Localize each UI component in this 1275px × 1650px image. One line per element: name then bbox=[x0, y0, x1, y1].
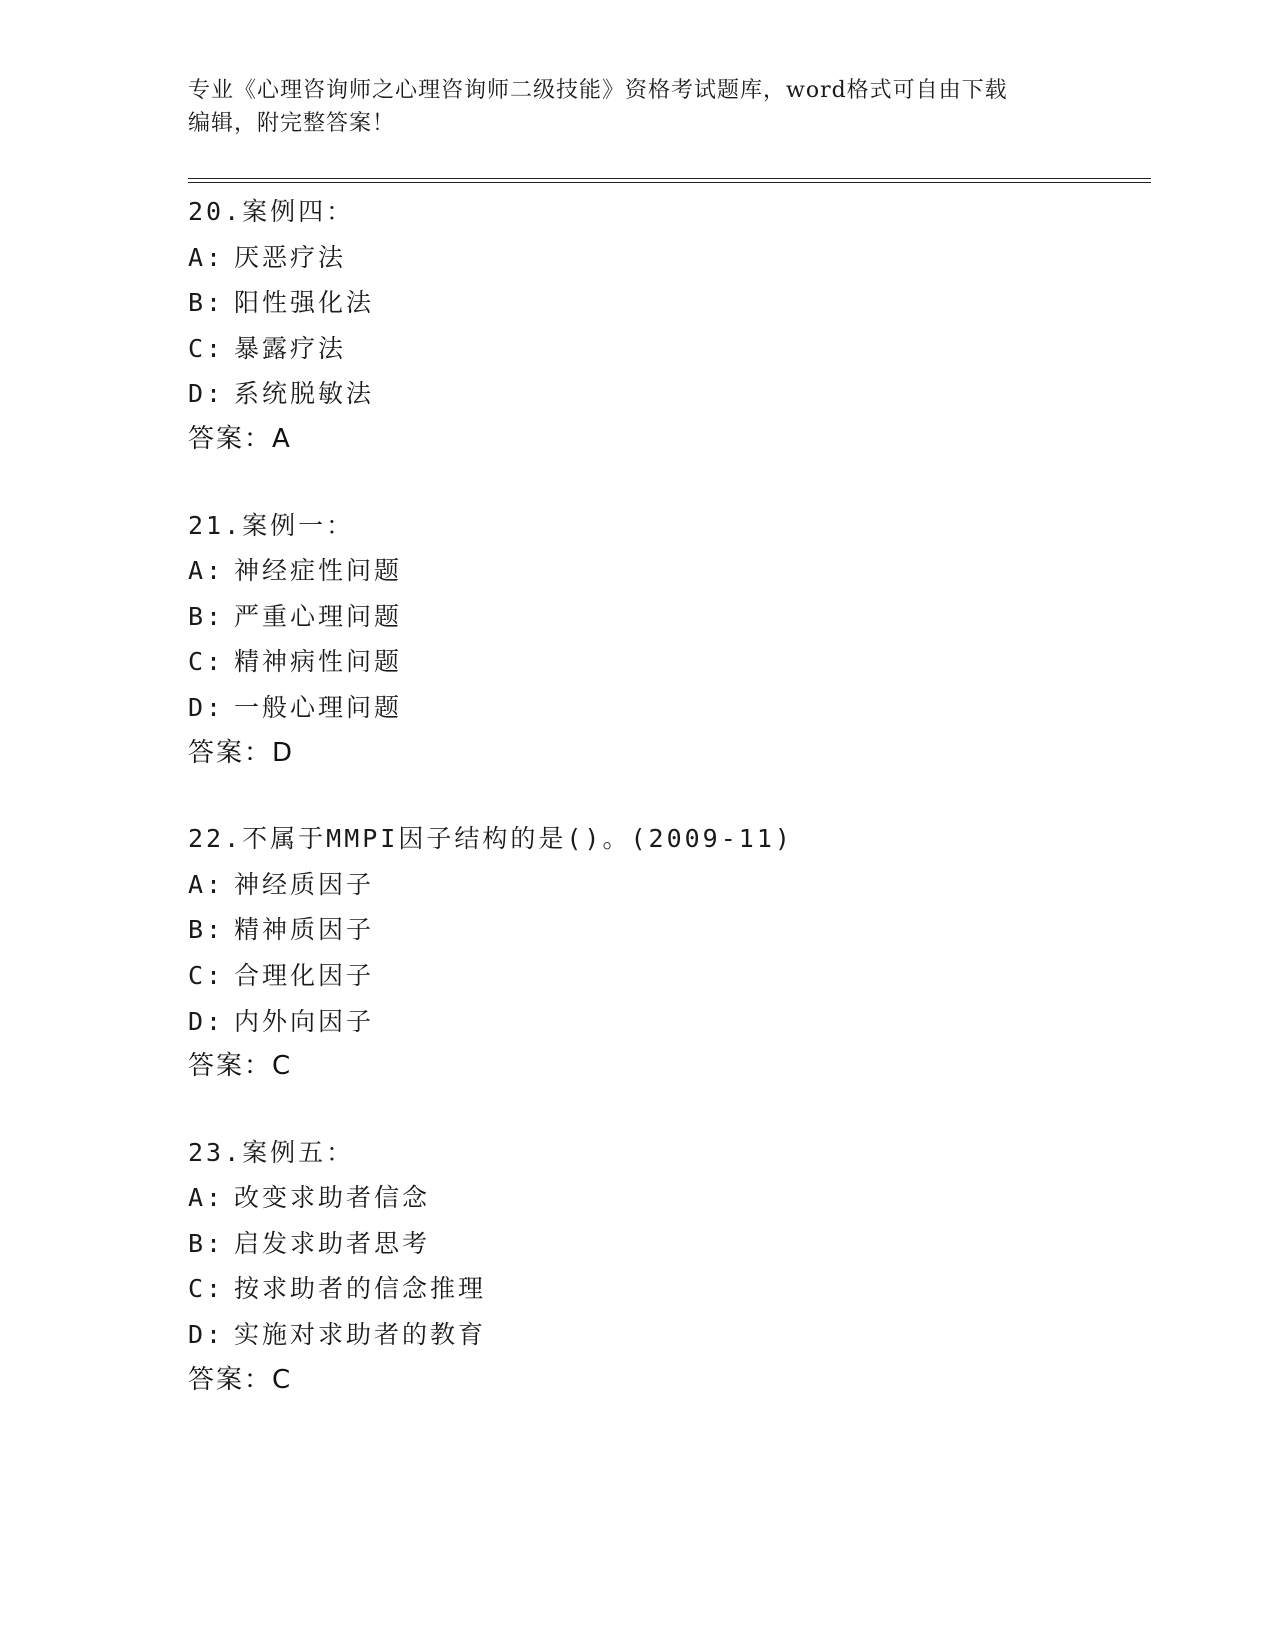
option-text: 内外向因子 bbox=[234, 1006, 375, 1036]
answer-line: 答案：C bbox=[188, 1051, 293, 1082]
option-b bbox=[188, 907, 1138, 953]
option-letter: C: bbox=[188, 1274, 225, 1304]
question-22 bbox=[188, 816, 1138, 1090]
option-a bbox=[188, 548, 1138, 594]
option-text: 神经质因子 bbox=[234, 869, 375, 899]
answer-line: 答案：D bbox=[188, 737, 295, 768]
option-a bbox=[188, 235, 1138, 281]
option-text: 神经症性问题 bbox=[234, 556, 403, 586]
option-d bbox=[188, 1312, 1138, 1358]
option-c bbox=[188, 326, 1138, 372]
header-line-1: 专业《心理咨询师之心理咨询师二级技能》资格考试题库，word格式可自由下载 bbox=[188, 78, 1008, 103]
header-divider bbox=[188, 178, 1151, 183]
question-list bbox=[188, 189, 1138, 1443]
option-text: 改变求助者信念 bbox=[234, 1183, 431, 1213]
option-letter: C: bbox=[188, 333, 225, 363]
option-c bbox=[188, 1266, 1138, 1312]
option-text: 实施对求助者的教育 bbox=[234, 1320, 487, 1350]
option-letter: D: bbox=[188, 692, 225, 722]
question-21 bbox=[188, 503, 1138, 777]
option-b bbox=[188, 1221, 1138, 1267]
option-letter: A: bbox=[188, 1183, 225, 1213]
option-b bbox=[188, 594, 1138, 640]
option-letter: B: bbox=[188, 1228, 225, 1258]
option-text: 暴露疗法 bbox=[234, 333, 347, 363]
option-letter: C: bbox=[188, 960, 225, 990]
option-text: 精神病性问题 bbox=[234, 647, 403, 677]
option-text: 按求助者的信念推理 bbox=[234, 1274, 487, 1304]
option-letter: D: bbox=[188, 379, 225, 409]
header-line-2: 编辑，附完整答案！ bbox=[188, 111, 396, 136]
question-23 bbox=[188, 1130, 1138, 1404]
option-text: 合理化因子 bbox=[234, 960, 375, 990]
option-text: 一般心理问题 bbox=[234, 692, 403, 722]
option-letter: A: bbox=[188, 556, 225, 586]
question-title: 21.案例一： bbox=[188, 510, 355, 540]
option-letter: D: bbox=[188, 1006, 225, 1036]
option-letter: A: bbox=[188, 869, 225, 899]
option-a bbox=[188, 1175, 1138, 1221]
option-letter: B: bbox=[188, 288, 225, 318]
option-letter: B: bbox=[188, 915, 225, 945]
option-letter: D: bbox=[188, 1320, 225, 1350]
document-header bbox=[188, 74, 1088, 140]
option-d bbox=[188, 685, 1138, 731]
question-20 bbox=[188, 189, 1138, 463]
option-a bbox=[188, 862, 1138, 908]
question-title: 22.不属于MMPI因子结构的是()。(2009-11) bbox=[188, 824, 793, 854]
option-b bbox=[188, 280, 1138, 326]
question-title: 20.案例四： bbox=[188, 197, 355, 226]
option-text: 精神质因子 bbox=[234, 915, 375, 945]
option-letter: B: bbox=[188, 601, 225, 631]
option-text: 系统脱敏法 bbox=[234, 379, 375, 409]
option-text: 厌恶疗法 bbox=[234, 242, 347, 272]
option-letter: C: bbox=[188, 647, 225, 677]
option-d bbox=[188, 999, 1138, 1045]
option-text: 阳性强化法 bbox=[234, 288, 375, 318]
answer-line: 答案：A bbox=[188, 423, 292, 454]
option-c bbox=[188, 639, 1138, 685]
answer-line: 答案：C bbox=[188, 1364, 293, 1395]
option-c bbox=[188, 953, 1138, 999]
option-letter: A: bbox=[188, 242, 225, 272]
question-title: 23.案例五： bbox=[188, 1137, 355, 1167]
option-d bbox=[188, 371, 1138, 417]
option-text: 启发求助者思考 bbox=[234, 1228, 431, 1258]
option-text: 严重心理问题 bbox=[234, 601, 403, 631]
